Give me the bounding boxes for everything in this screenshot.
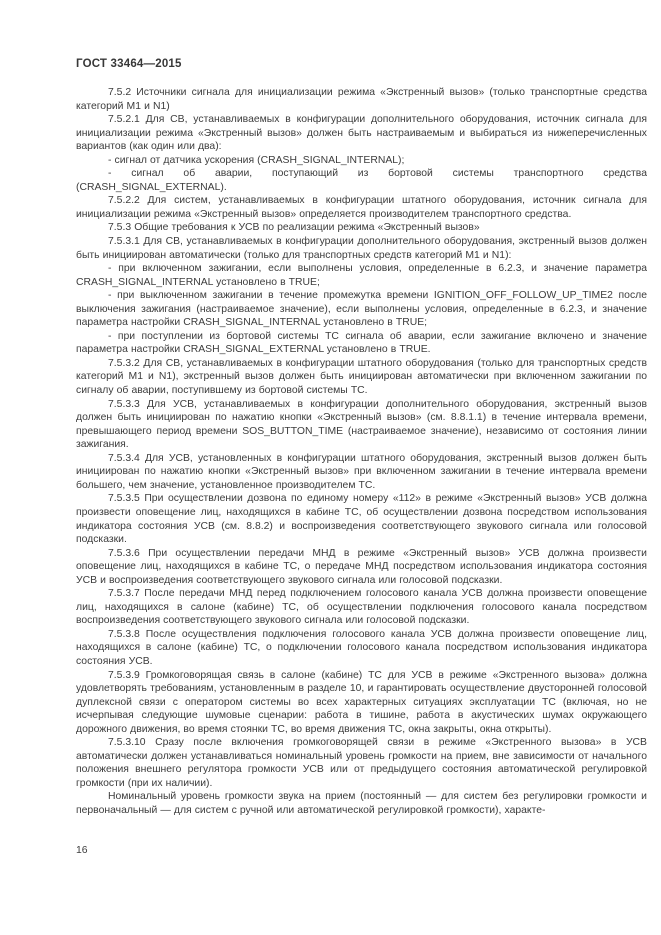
clause-7-5-3-4: 7.5.3.4 Для УСВ, установленных в конфигурации штатного оборудования, экстренный вызов должен быть инициирован по нажатию кнопки «Экстренный вызов» при включенном зажигании в течение интервала времени большего, чем значение, установленное производителем ТС. xyxy=(76,452,647,491)
clause-7-5-3: 7.5.3 Общие требования к УСВ по реализации режима «Экстренный вызов» xyxy=(108,222,480,234)
clause-7-5-2: 7.5.2 Источники сигнала для инициализации режима «Экстренный вызов» (только транспортные средства категорий M1 и N1) xyxy=(76,87,647,112)
list-item-external-signal: - при поступлении из бортовой системы ТС сигнала об аварии, если зажигание включено и значение параметра настройки CRASH_SIGNAL_EXTERNAL установлено в TRUE. xyxy=(76,330,647,356)
clause-7-5-3-7: 7.5.3.7 После передачи МНД перед подключением голосового канала УСВ должна произвести оповещение лиц, находящихся в салоне (кабине) ТС, об осуществлении подключения голосового канала посредством воспроизведения соответствующего звукового сигнала или голосовой подсказки. xyxy=(76,588,647,627)
clause-7-5-2-1: 7.5.2.1 Для СВ, устанавливаемых в конфигурации дополнительного оборудования, источник сигнала для инициализации режима «Экстренный вызов» должен быть настраиваемым и выбираться из нижеперечисленных вариантов (как один или два): xyxy=(76,114,647,153)
clause-7-5-3-5: 7.5.3.5 При осуществлении дозвона по единому номеру «112» в режиме «Экстренный вызов» УСВ должна произвести оповещение лиц, находящихся в кабине ТС, об осуществлении дозвона посредством использования индикатора состояния УСВ (см. 8.8.2) и воспроизведения соответствующего звукового сигнала или голосовой подсказки. xyxy=(76,493,647,546)
clause-7-5-3-1: 7.5.3.1 Для СВ, устанавливаемых в конфигурации дополнительного оборудования, экстренный вызов должен быть инициирован автоматически (только для транспортных средств категорий M1 и N1): xyxy=(76,236,647,261)
clause-7-5-2-2: 7.5.2.2 Для систем, устанавливаемых в конфигурации штатного оборудования, источник сигнала для инициализации режима «Экстренный вызов» определяется производителем транспортного средства. xyxy=(76,195,647,220)
list-item-ignition-off: - при выключенном зажигании в течение промежутка времени IGNITION_OFF_FOLLOW_UP_TIME2 после выключения зажигания (настраиваемое значение), если выполнены условия, определенные в 6.2.3, и значение параметра настройки CRASH_SIGNAL_INTERNAL установлено в TRUE; xyxy=(76,290,647,329)
list-item-ignition-on: - при включенном зажигании, если выполнены условия, определенные в 6.2.3, и значение параметра CRASH_SIGNAL_INTERNAL установлено в TRUE; xyxy=(76,263,647,288)
clause-7-5-3-10: 7.5.3.10 Сразу после включения громкоговорящей связи в режиме «Экстренного вызова» в УСВ автоматически должен устанавливаться номинальный уровень громкости на прием, вне зависимости от начального положения внешнего регулятора громкости УСВ или от предыдущего состояния автоматической регулировкой громкости (при их наличии). xyxy=(76,737,647,789)
paragraph-nominal-volume-level: Номинальный уровень громкости звука на прием (постоянный — для систем без регулировки громкости и первоначальный — для систем с ручной или автоматической регулировкой громкости), характе- xyxy=(76,791,647,816)
clause-7-5-3-8: 7.5.3.8 После осуществления подключения голосового канала УСВ должна произвести оповещение лиц, находящихся в салоне (кабине) ТС, о подключении голосового канала посредством использования индикатора состояния УСВ. xyxy=(76,628,647,667)
document-body xyxy=(76,86,647,844)
page-number: 16 xyxy=(76,845,88,856)
clause-7-5-3-2: 7.5.3.2 Для СВ, устанавливаемых в конфигурации штатного оборудования (только для транспортных средств категорий M1 и N1), экстренный вызов должен быть инициирован автоматически при включенном зажигании по сигналу об аварии, поступившему из бортовой системы ТС. xyxy=(76,357,647,397)
clause-7-5-3-3: 7.5.3.3 Для УСВ, устанавливаемых в конфигурации дополнительного оборудования, экстренный вызов должен быть инициирован по нажатию кнопки «Экстренный вызов» (см. 8.8.1.1) в течение интервала времени, превышающего период времени SOS_BUTTON_TIME (настраиваемое значение), независимо от состояния линии зажигания. xyxy=(76,398,647,451)
document-header-gost-number: ГОСТ 33464—2015 xyxy=(76,58,182,70)
list-item-crash-signal-external: - сигнал об аварии, поступающий из бортовой системы транспортного средства (CRASH_SIGNAL_EXTERNAL). xyxy=(76,168,647,193)
list-item-crash-signal-internal: - сигнал от датчика ускорения (CRASH_SIGNAL_INTERNAL); xyxy=(108,154,405,166)
clause-7-5-3-9: 7.5.3.9 Громкоговорящая связь в салоне (кабине) ТС для УСВ в режиме «Экстренного вызова» должна удовлетворять требованиям, установленным в разделе 10, и гарантировать осуществление двусторонней голосовой дуплексной связи с оператором системы во всех характерных ситуациях эксплуатации ТС (включая, но не исчерпывая следующие шумовые сценарии: работа в тишине, работа в акустических шумах окружающего дорожного движения, во время стоянки ТС, во время движения ТС, окна закрыты, окна открыты). xyxy=(76,669,647,735)
clause-7-5-3-6: 7.5.3.6 При осуществлении передачи МНД в режиме «Экстренный вызов» УСВ должна произвести оповещение лиц, находящихся в кабине ТС, о передаче МНД посредством использования индикатора состояния УСВ и воспроизведения соответствующего звукового сигнала или голосовой подсказки. xyxy=(76,547,647,586)
